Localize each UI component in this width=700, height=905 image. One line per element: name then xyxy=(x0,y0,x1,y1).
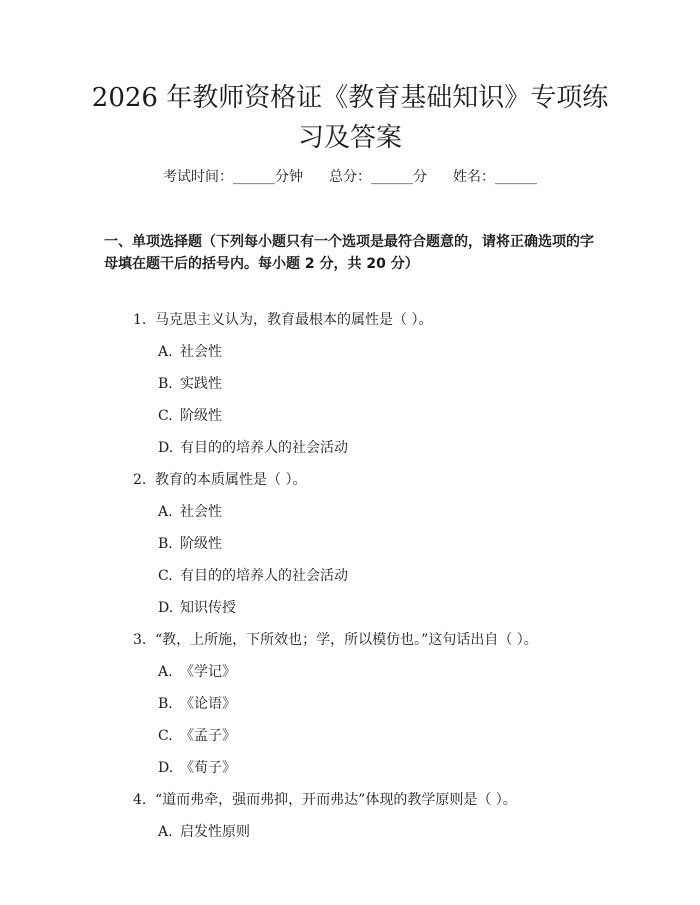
exam-meta xyxy=(0,166,700,188)
question-number: 4. xyxy=(133,792,147,808)
option-letter: A. xyxy=(158,504,173,520)
option-text: 有目的的培养人的社会活动 xyxy=(180,568,348,584)
option-letter: A. xyxy=(158,344,173,360)
question-number: 2. xyxy=(133,472,147,488)
option-letter: B. xyxy=(158,696,173,712)
exam-time-field: 考试时间：______分钟 xyxy=(163,169,303,185)
option-text: 阶级性 xyxy=(180,408,222,424)
option-2a xyxy=(158,502,222,522)
option-1c xyxy=(158,406,222,426)
question-1 xyxy=(133,310,432,330)
option-3a xyxy=(158,662,236,682)
option-text: 《论语》 xyxy=(180,696,236,712)
question-2 xyxy=(133,470,306,490)
question-text: 教育的本质属性是（ ）。 xyxy=(155,472,307,488)
option-letter: A. xyxy=(158,664,173,680)
option-letter: C. xyxy=(158,728,173,744)
option-2c xyxy=(158,566,348,586)
option-text: 实践性 xyxy=(180,376,222,392)
question-text: “教，上所施，下所效也；学，所以模仿也。”这句话出自（ ）。 xyxy=(155,632,538,648)
question-number: 1. xyxy=(133,312,147,328)
option-text: 知识传授 xyxy=(180,600,236,616)
option-1a xyxy=(158,342,222,362)
option-text: 启发性原则 xyxy=(180,824,250,840)
option-letter: D. xyxy=(158,440,174,456)
option-letter: A. xyxy=(158,824,173,840)
question-text: 马克思主义认为，教育最根本的属性是（ ）。 xyxy=(155,312,433,328)
option-text: 社会性 xyxy=(180,504,222,520)
option-letter: C. xyxy=(158,568,173,584)
option-letter: B. xyxy=(158,536,173,552)
option-text: 阶级性 xyxy=(180,536,222,552)
option-3c xyxy=(158,726,236,746)
option-text: 《孟子》 xyxy=(180,728,236,744)
document-title: 2026 年教师资格证《教育基础知识》专项练习及答案 xyxy=(91,83,609,153)
option-text: 有目的的培养人的社会活动 xyxy=(180,440,348,456)
question-text: “道而弗牵，强而弗抑，开而弗达”体现的教学原则是（ ）。 xyxy=(155,792,517,808)
option-text: 社会性 xyxy=(180,344,222,360)
question-4 xyxy=(133,790,517,810)
option-letter: C. xyxy=(158,408,173,424)
option-letter: D. xyxy=(158,600,174,616)
option-2b xyxy=(158,534,222,554)
name-field: 姓名：______ xyxy=(453,169,537,185)
question-3 xyxy=(133,630,538,650)
option-1d xyxy=(158,438,348,458)
option-letter: B. xyxy=(158,376,173,392)
option-4a xyxy=(158,822,250,842)
option-text: 《学记》 xyxy=(180,664,236,680)
option-letter: D. xyxy=(158,760,174,776)
section-heading: 一、单项选择题（下列每小题只有一个选项是最符合题意的，请将正确选项的字母填在题干后的括号内。每小题 2 分，共 20 分） xyxy=(104,234,594,272)
total-score-field: 总分：______分 xyxy=(329,169,427,185)
option-3b xyxy=(158,694,236,714)
question-number: 3. xyxy=(133,632,147,648)
option-1b xyxy=(158,374,222,394)
option-text: 《荀子》 xyxy=(180,760,236,776)
option-3d xyxy=(158,758,236,778)
option-2d xyxy=(158,598,236,618)
